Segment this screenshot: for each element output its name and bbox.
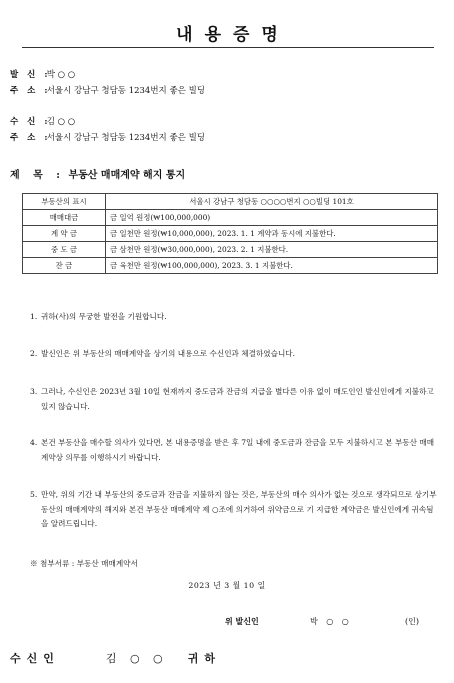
- recipient-name: 김 ○ ○: [105, 652, 168, 665]
- table-value-cell: 금 일천만 원정(₩10,000,000), 2023. 1. 1 계약과 동시에 지불한다.: [106, 226, 438, 242]
- paragraph-item: [30, 310, 440, 325]
- subject-line: [10, 166, 185, 181]
- table-value-cell: 서울시 강남구 청담동 ○○○○번지 ○○빌딩 101호: [106, 194, 438, 210]
- sender-address: 서울시 강남구 청담동 1234번지 좋은 빌딩: [46, 86, 206, 96]
- table-label-cell: 잔 금: [23, 258, 106, 274]
- paragraph-number: 4.: [30, 438, 38, 447]
- table-label-cell: 부동산의 표시: [23, 194, 106, 210]
- sender-address-line: [10, 84, 205, 96]
- sender-name: 박 ○ ○: [46, 70, 76, 80]
- sender-line: [10, 68, 75, 80]
- document-title: 내용증명: [176, 25, 290, 45]
- table-label-cell: 계 약 금: [23, 226, 106, 242]
- property-table: [22, 193, 438, 274]
- signature-label: 위 발신인: [225, 616, 259, 626]
- property-table-body: [23, 194, 438, 274]
- seal-mark: (인): [405, 617, 419, 626]
- receiver-line: [10, 115, 75, 127]
- paragraph-item: [30, 488, 440, 532]
- paragraph-number: 3.: [30, 387, 38, 396]
- paragraph-number: 2.: [30, 349, 38, 358]
- recipient-line: [10, 650, 221, 666]
- receiver-name: 김 ○ ○: [46, 117, 76, 127]
- sender-address-key: 주 소 :: [10, 86, 51, 96]
- property-table-row: [23, 210, 438, 226]
- paragraph-number: 5.: [30, 490, 38, 499]
- paragraph-text: 본건 부동산을 매수할 의사가 있다면, 본 내용증명을 받은 후 7일 내에 중도금과 잔금을 모두 지불하시고 본 부동산 매매계약상 의무를 이행하시기 바랍니다.: [41, 438, 435, 462]
- receiver-key: 수 신 :: [10, 117, 51, 127]
- paragraph-item: [30, 436, 440, 465]
- paragraph-text: 발신인은 위 부동산의 매매계약을 상기의 내용으로 수신인과 체결하였습니다.: [41, 349, 296, 358]
- receiver-address-line: [10, 131, 205, 143]
- table-value-cell: 금 일억 원정(₩100,000,000): [106, 210, 438, 226]
- sender-key: 발 신 :: [10, 70, 51, 80]
- property-table-row: [23, 194, 438, 210]
- table-value-cell: 금 삼천만 원정(₩30,000,000), 2023. 2. 1 지불한다.: [106, 242, 438, 258]
- property-table-row: [23, 242, 438, 258]
- recipient-honorific: 귀하: [187, 652, 221, 665]
- property-table-row: [23, 226, 438, 242]
- paragraph-item: [30, 385, 440, 414]
- table-label-cell: 중 도 금: [23, 242, 106, 258]
- title-divider: [22, 47, 434, 48]
- signature-name: 박 ○ ○: [310, 617, 352, 626]
- attachment-note: ※ 첨부서류 : 부동산 매매계약서: [30, 559, 138, 568]
- paragraph-text: 만약, 위의 기간 내 부동산의 중도금과 잔금을 지불하지 않는 것은, 부동산의 매수 의사가 없는 것으로 생각되므로 상기부동산의 매매계약의 해지와 본건 부동산 매매계약 제 ○조에 의거하여 위약금으로 기 지급한 계약금은 발신인에게 귀속됨을 알려드립니다.: [41, 490, 437, 528]
- document-date: 2023 년 3 월 10 일: [188, 581, 266, 590]
- recipient-label: 수신인: [10, 652, 60, 665]
- table-label-cell: 매매대금: [23, 210, 106, 226]
- paragraph-text: 귀하(사)의 무궁한 발전을 기원합니다.: [41, 312, 167, 321]
- paragraph-text: 그러나, 수신인은 2023년 3월 10일 현재까지 중도금과 잔금의 지급을 별다른 이유 없이 매도인인 발신인에게 지불하고 있지 않습니다.: [41, 387, 434, 411]
- table-value-cell: 금 육천만 원정(₩100,000,000), 2023. 3. 1 지불한다.: [106, 258, 438, 274]
- receiver-address-key: 주 소 :: [10, 133, 51, 143]
- paragraph-number: 1.: [30, 312, 38, 321]
- subject-key: 제 목 :: [10, 170, 65, 181]
- receiver-address: 서울시 강남구 청담동 1234번지 좋은 빌딩: [46, 133, 206, 143]
- paragraph-item: [30, 347, 440, 362]
- property-table-row: [23, 258, 438, 274]
- subject-text: 부동산 매매계약 해지 통지: [68, 170, 186, 181]
